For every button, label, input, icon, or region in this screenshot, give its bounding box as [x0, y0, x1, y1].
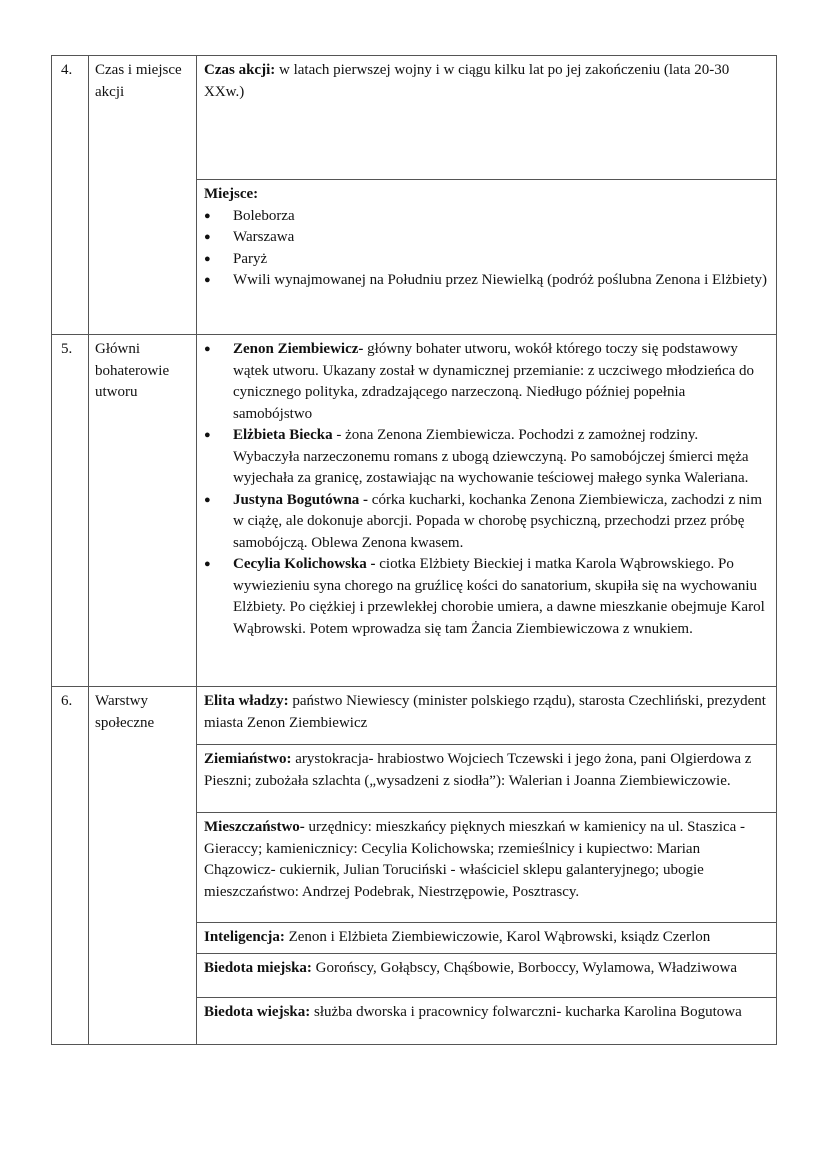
layer-cell — [197, 953, 777, 997]
layer-cell — [197, 745, 777, 813]
layer-text: arystokracja- hrabiostwo Wojciech Tczewski i jego żona, pani Olgierdowa z Pieszni; zubożała szlachta („wysadzeni z siodła”): Walerian i Joanna Ziembiewiczowie. — [204, 751, 752, 789]
novel-summary-table — [51, 55, 777, 1045]
list-item — [204, 554, 768, 640]
list-item — [204, 490, 768, 555]
layer-text: państwo Niewiescy (minister polskiego rządu), starosta Czechliński, prezydent miasta Zenon Ziembiewicz — [204, 693, 766, 731]
row-label: Główni bohaterowie utworu — [89, 335, 197, 687]
time-heading: Czas akcji: — [204, 62, 276, 78]
layer-text: Gorońscy, Gołąbscy, Chąśbowie, Borboccy, Wylamowa, Władziwowa — [311, 959, 738, 976]
layer-heading: Inteligencja: — [204, 929, 285, 945]
row-number: 4. — [52, 56, 89, 335]
character-list — [204, 339, 768, 640]
time-text: w latach pierwszej wojny i w ciągu kilku lat po jej zakończeniu (lata 20-30 XXw.) — [204, 62, 730, 100]
time-cell — [197, 56, 777, 180]
row-label: Czas i miejsce akcji — [89, 56, 197, 335]
row-time-place — [52, 56, 777, 180]
row-number: 5. — [52, 335, 89, 687]
layer-heading: Elita władzy: — [204, 693, 289, 709]
layer-heading: Biedota wiejska: — [204, 1003, 311, 1020]
layer-text: urzędnicy: mieszkańcy pięknych mieszkań w kamienicy na ul. Staszica - Gieraccy; kamienicznicy: Cecylia Kolichowska; rzemieślnicy i kupiectwo: Marian Chązowicz- cukiernik, Julian Toruciński - właściciel sklepu galanteryjnego; ubogie mieszczaństwo: Andrzej Podebrak, Niestrzępowie, Posztrascy. — [204, 819, 746, 900]
list-item: ● Wwili wynajmowanej na Południu przez Niewielką (podróż poślubna Zenona i Elżbiety) — [204, 270, 768, 292]
list-item — [204, 425, 768, 490]
list-item: ● Warszawa — [204, 227, 768, 249]
layer-heading: Biedota miejska: — [204, 959, 312, 976]
character-desc: - żona Zenona Ziembiewicza. Pochodzi z zamożnej rodziny. Wybaczyła narzeczonemu romans z ubogą dziewczyną. Po samobójczej śmierci męża wyjechała za granicę, zostawiając na wychowanie teściowej małego synka Waleriana. — [233, 427, 749, 486]
layer-text: Zenon i Elżbieta Ziembiewiczowie, Karol Wąbrowski, ksiądz Czerlon — [284, 929, 711, 945]
row-main-characters — [52, 335, 777, 687]
layer-cell — [197, 997, 777, 1044]
place-heading: Miejsce: — [204, 186, 259, 202]
layer-heading: Ziemiaństwo: — [204, 751, 292, 767]
layer-cell — [197, 813, 777, 923]
character-name: Zenon Ziembiewicz- — [233, 341, 364, 357]
place-cell — [197, 180, 777, 335]
character-desc: ciotka Elżbiety Bieckiej i matka Karola Wąbrowskiego. Po wywiezieniu syna chorego na gruźlicę kości do sanatorium, skupiła się na wychowaniu Elżbiety. Po ciężkiej i przewlekłej chorobie umiera, a dawne mieszkanie obejmuje Karol Wąbrowski. Potem wprowadza się tam Żancia Ziembiewiczowa z wnukiem. — [233, 556, 765, 637]
character-name: Elżbieta Biecka — [233, 427, 333, 443]
layer-cell — [197, 687, 777, 745]
row-social-layers — [52, 687, 777, 745]
layer-text: służba dworska i pracownicy folwarczni- kucharka Karolina Bogutowa — [310, 1003, 742, 1020]
characters-cell — [197, 335, 777, 687]
list-item: ● Boleborza — [204, 206, 768, 228]
character-name: Cecylia Kolichowska - — [233, 556, 376, 572]
character-desc: córka kucharki, kochanka Zenona Ziembiewicza, zachodzi z nim w ciążę, ale dokonuje aborcji. Popada w chorobę psychiczną, przechodzi przez próbę samobójczą. Oblewa Zenona kwasem. — [233, 491, 763, 551]
place-list — [204, 206, 768, 292]
layer-heading: Mieszczaństwo- — [204, 819, 305, 835]
row-number: 6. — [52, 687, 89, 1045]
character-name: Justyna Bogutówna - — [233, 491, 369, 508]
list-item: ● Paryż — [204, 249, 768, 271]
row-label: Warstwy społeczne — [89, 687, 197, 1045]
list-item — [204, 339, 768, 425]
layer-cell — [197, 923, 777, 954]
character-desc: główny bohater utworu, wokół którego toczy się podstawowy wątek utworu. Ukazany został w dynamicznej przemianie: z uczciwego młodzieńca do cynicznego polityka, zdradzającego narzeczoną. Niedługo później popełnia samobójstwo — [233, 341, 755, 422]
